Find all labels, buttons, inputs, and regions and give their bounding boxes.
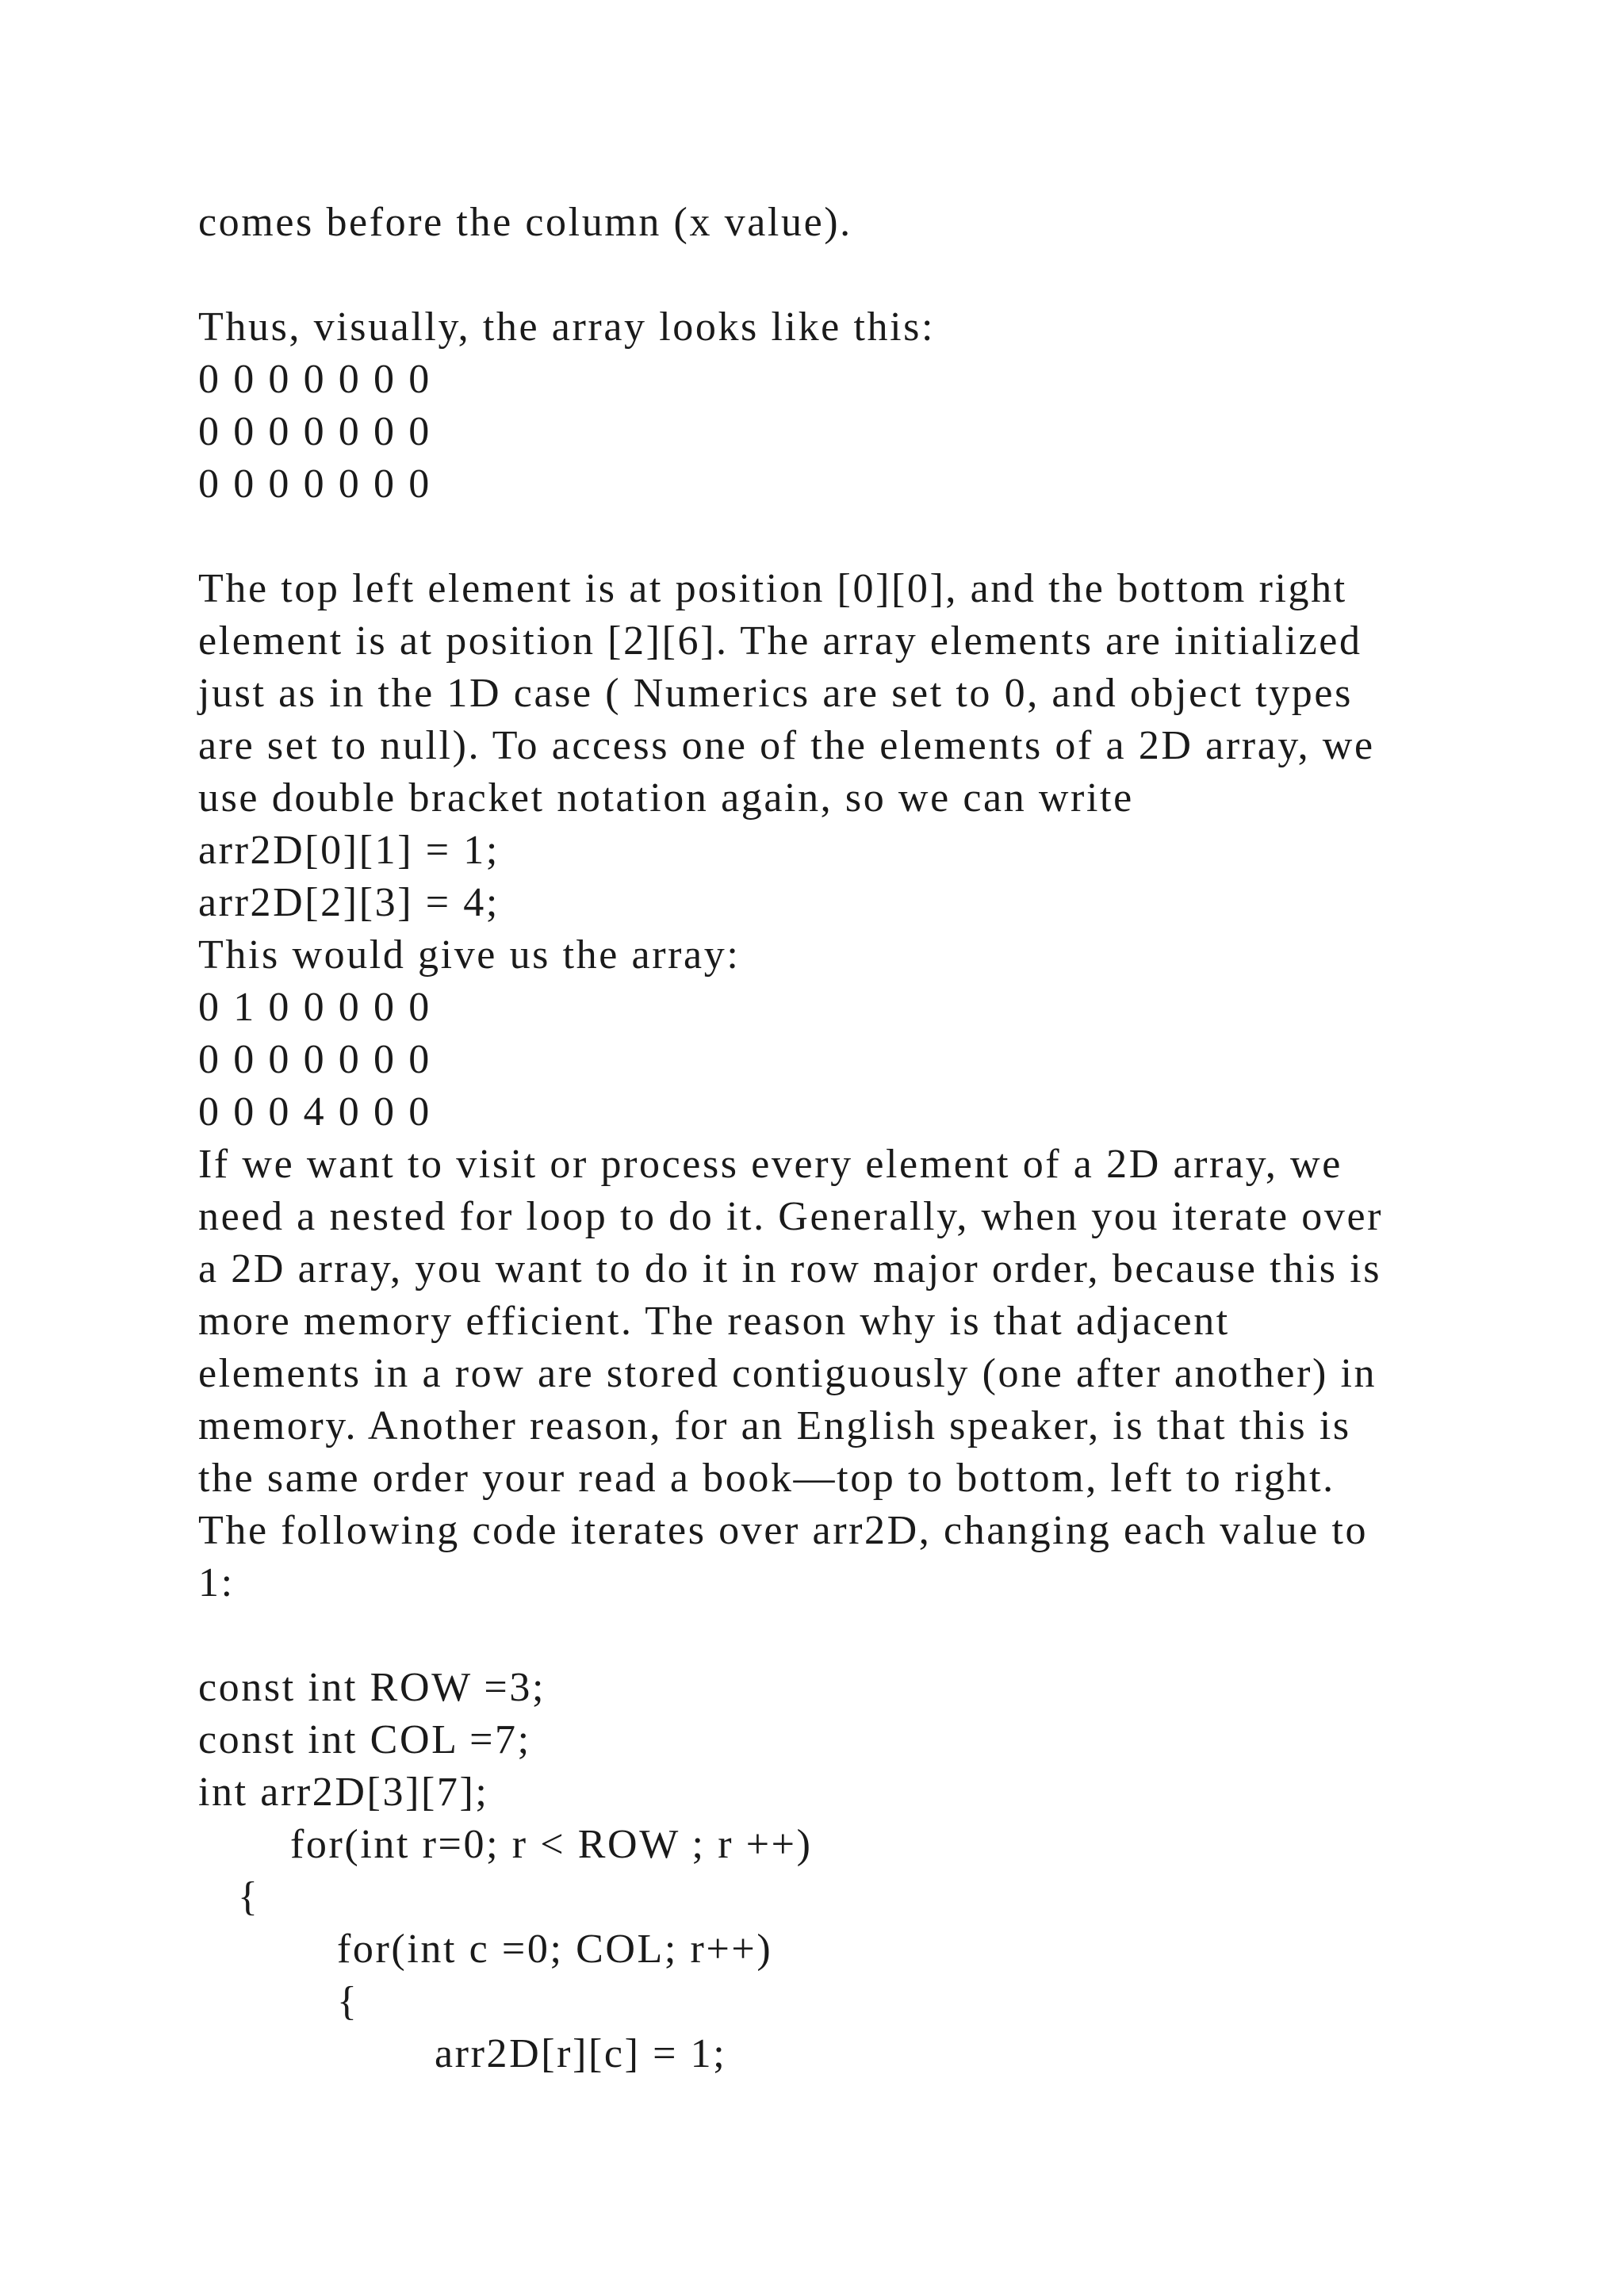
- array-row: 0 0 0 0 0 0 0: [198, 409, 431, 454]
- text-line: the same order your read a book—top to bottom, left to right.: [198, 1456, 1335, 1501]
- text-line: elements in a row are stored contiguously (one after another) in: [198, 1351, 1377, 1396]
- array-row: 0 1 0 0 0 0 0: [198, 985, 431, 1030]
- text-line: use double bracket notation again, so we can write: [198, 775, 1134, 821]
- text-line: just as in the 1D case ( Numerics are set to 0, and object types: [198, 671, 1353, 716]
- text-line: The following code iterates over arr2D, changing each value to: [198, 1508, 1369, 1553]
- code-line: arr2D[0][1] = 1;: [198, 828, 500, 873]
- text-line: comes before the column (x value).: [198, 200, 852, 245]
- text-line: This would give us the array:: [198, 932, 741, 978]
- text-line: a 2D array, you want to do it in row major order, because this is: [198, 1246, 1382, 1292]
- text-line: The top left element is at position [0][0], and the bottom right: [198, 566, 1347, 611]
- text-line: memory. Another reason, for an English speaker, is that this is: [198, 1403, 1351, 1448]
- code-line: const int COL =7;: [198, 1717, 531, 1762]
- text-line: are set to null). To access one of the elements of a 2D array, we: [198, 723, 1375, 768]
- text-line: more memory efficient. The reason why is that adjacent: [198, 1299, 1230, 1344]
- text-line: need a nested for loop to do it. Generally, when you iterate over: [198, 1194, 1384, 1239]
- code-line: arr2D[2][3] = 4;: [198, 880, 500, 925]
- code-line: int arr2D[3][7];: [198, 1770, 489, 1815]
- code-line: const int ROW =3;: [198, 1665, 546, 1710]
- text-line: 1:: [198, 1560, 235, 1605]
- text-line: Thus, visually, the array looks like this:: [198, 304, 936, 350]
- code-line: arr2D[r][c] = 1;: [435, 2031, 727, 2076]
- code-line: {: [238, 1874, 260, 1919]
- array-row: 0 0 0 0 0 0 0: [198, 461, 431, 507]
- array-row: 0 0 0 4 0 0 0: [198, 1089, 431, 1135]
- text-line: If we want to visit or process every element of a 2D array, we: [198, 1142, 1342, 1187]
- code-line: for(int r=0; r < ROW ; r ++): [290, 1822, 813, 1867]
- text-line: element is at position [2][6]. The array elements are initialized: [198, 618, 1362, 664]
- code-line: {: [337, 1979, 359, 2024]
- array-row: 0 0 0 0 0 0 0: [198, 357, 431, 402]
- code-line: for(int c =0; COL; r++): [337, 1927, 773, 1972]
- array-row: 0 0 0 0 0 0 0: [198, 1037, 431, 1082]
